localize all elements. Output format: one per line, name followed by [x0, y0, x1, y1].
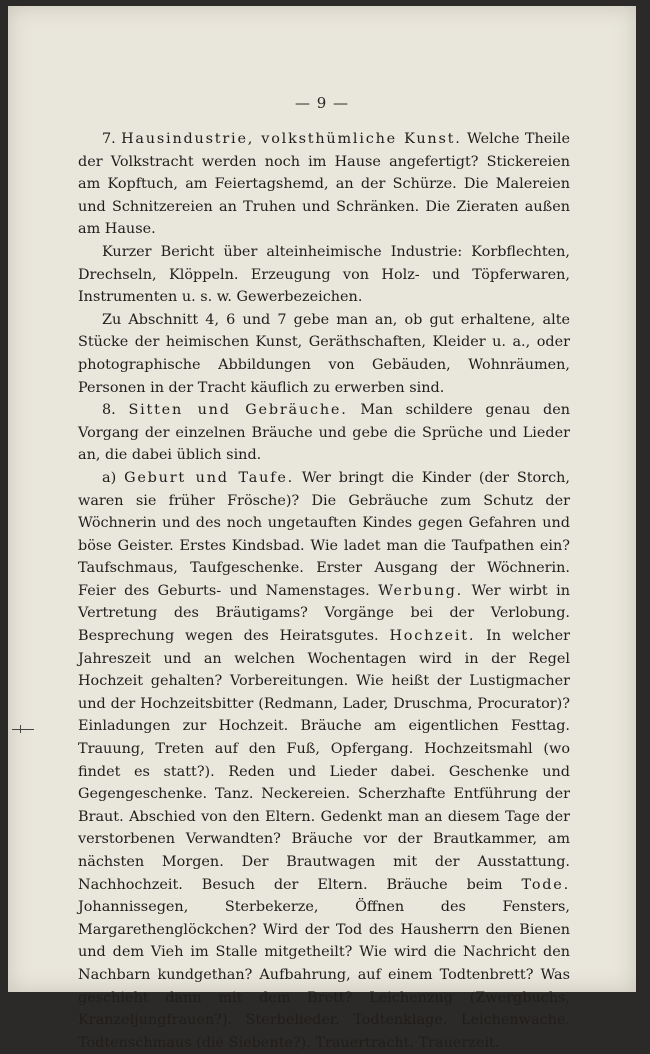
section-heading-text: Sitten und Gebräuche.: [128, 402, 348, 419]
paragraph-text: Wer wirbt in Vertretung des Bräutigams? Vorgänge bei der Verlobung. Besprechung wegen des Heiratsgutes.: [78, 582, 570, 645]
section-heading-text: Hausindustrie, volksthümliche Kunst.: [121, 131, 462, 147]
paragraph-text: a): [102, 469, 125, 486]
paragraph: [78, 241, 570, 309]
paragraph: [78, 467, 570, 1054]
margin-crop-mark: [8, 725, 38, 733]
section-heading-text: Geburt und Taufe.: [124, 469, 295, 486]
document-page: [8, 6, 636, 1051]
paragraph-text: Wer bringt die Kinder (der Storch, waren sie früher Frösche)? Die Gebräuche zum Schutz der Wöchnerin und des noch ungetauften Kindes gegen Gefahren und böse Geister. Erstes Kindsbad. Wie ladet man die Taufpathen ein? Taufschmaus, Taufgeschenke. Erster Ausgang der Wöchnerin. Feier des Geburts- und Namenstages.: [78, 469, 570, 599]
paragraph-text: In welcher Jahreszeit und an welchen Wochentagen wird in der Regel Hochzeit gehalten? Vorbereitungen. Wie heißt der Lustigmacher und der Hochzeitsbitter (Redmann, Lader, Druschma, Procurator)? Einladungen zur Hochzeit. Bräuche am eigentlichen Festtag. Trauung, Treten auf den Fuß, Opfergang. Hochzeitsmahl (wo findet es statt?). Reden und Lieder dabei. Geschenke und Gegengeschenke. Tanz. Neckereien. Scherzhafte Entführung der Braut. Abschied von den Eltern. Gedenkt man an diesem Tage der verstorbenen Verwandten? Bräuche vor der Brautkammer, am nächsten Morgen. Der Brautwagen mit der Ausstattung. Nachhochzeit. Besuch der Eltern. Bräuche beim: [78, 628, 571, 893]
paragraph-text: Man schildere genau den Vorgang der einzelnen Bräuche und gebe die Sprüche und Lieder an, die dabei üblich sind.: [78, 402, 570, 464]
paragraph: [78, 309, 570, 399]
paragraph-text: Kurzer Bericht über alteinheimische Industrie: Korbflechten, Drechseln, Klöppeln. Erzeugung von Holz- und Töpferwaren, Instrumenten u. s. w. Gewerbezeichen.: [78, 243, 570, 306]
paragraph: [78, 399, 570, 467]
paragraph-text: Zu Abschnitt 4, 6 und 7 gebe man an, ob gut erhaltene, alte Stücke der heimischen Kunst, Geräthschaften, Kleider u. a., oder photographische Abbildungen von Gebäuden, Wohnräumen, Personen in der Tracht käuflich zu erwerben sind.: [78, 311, 570, 396]
paragraph-text: Welche Theile der Volkstracht werden noch im Hause angefertigt? Stickereien am Kopftuch, am Feiertagshemd, an der Schürze. Die Malereien und Schnitzereien an Truhen und Schränken. Die Zieraten außen am Hause.: [78, 131, 570, 238]
section-heading-text: Tode.: [521, 876, 570, 893]
paragraph-text: Johannissegen, Sterbekerze, Öffnen des Fensters, Margarethenglöckchen? Wird der Tod des Hausherrn den Bienen und dem Vieh im Stalle mitgetheilt? Wie wird die Nachricht den Nachbarn kundgethan? Aufbahrung, auf einem Todtenbrett? Was geschieht dann mit dem Brett? Leichenzug (Zwergbuchs, Kranzeljungfrauen?). Sterbelieder. Todtenklage. Leichenwache. Todtenschmaus (die Siebente?). Trauertracht. Trauerzeit.: [78, 899, 570, 1051]
paragraph: [78, 128, 570, 241]
page-number: — 9 —: [294, 94, 350, 112]
section-heading-text: Hochzeit.: [389, 628, 476, 645]
body-text: [78, 128, 570, 1054]
paragraph-text: 8.: [102, 402, 129, 419]
paragraph-text: 7.: [102, 131, 122, 147]
section-heading-text: Werbung.: [378, 582, 464, 599]
